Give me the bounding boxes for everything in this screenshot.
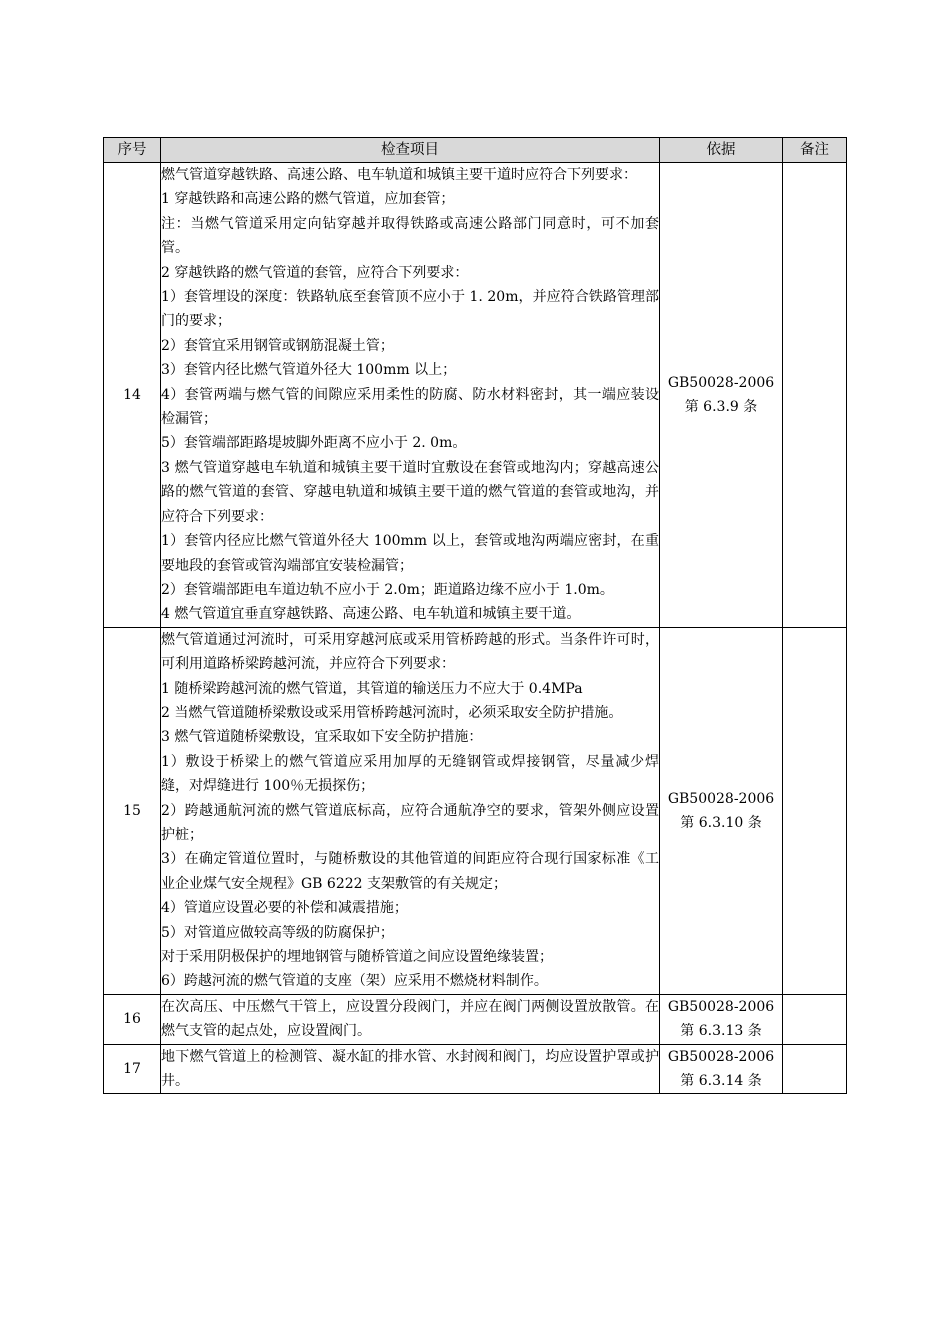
item-line: 4）管道应设置必要的补偿和减震措施； <box>161 900 408 917</box>
basis-cell <box>660 627 783 994</box>
remark-cell <box>783 163 847 628</box>
row-number: 15 <box>104 627 161 994</box>
item-line: 1）敷设于桥梁上的燃气管道应采用加厚的无缝钢管或焊接钢管，尽量减少焊缝，对焊缝进行 100％无损探伤； <box>161 753 659 795</box>
item-line: 1）套管内径应比燃气管道外径大 100mm 以上，套管或地沟两端应密封，在重要地段的套管或管沟端部宜安装检漏管； <box>161 533 659 574</box>
table-row <box>104 994 847 1044</box>
item-line: 2）跨越通航河流的燃气管道底标高，应符合通航净空的要求，管架外侧应设置护桩； <box>161 802 659 843</box>
item-line: 5）套管端部距路堤坡脚外距离不应小于 2. 0m。 <box>161 435 467 452</box>
basis-code: GB50028-2006 <box>667 790 775 807</box>
header-item: 检查项目 <box>161 138 660 163</box>
table-row <box>104 1044 847 1094</box>
item-line: 4）套管两端与燃气管的间隙应采用柔性的防腐、防水材料密封，其一端应装设检漏管； <box>161 386 659 428</box>
table-row <box>104 627 847 994</box>
basis-cell <box>660 1044 783 1094</box>
item-line: 2 穿越铁路的燃气管道的套管，应符合下列要求： <box>161 264 469 281</box>
inspection-item <box>161 1044 660 1094</box>
remark-cell <box>783 627 847 994</box>
basis-clause: 第 6.3.13 条 <box>680 1023 762 1040</box>
item-line: 1 穿越铁路和高速公路的燃气管道，应加套管； <box>161 191 455 208</box>
item-line: 燃气管道通过河流时，可采用穿越河底或采用管桥跨越的形式。当条件许可时，可利用道路桥梁跨越河流，并应符合下列要求： <box>161 631 659 673</box>
table-body <box>104 163 847 1094</box>
inspection-item <box>161 994 660 1044</box>
item-line: 对于采用阴极保护的埋地钢管与随桥管道之间应设置绝缘装置； <box>161 949 553 965</box>
basis-cell <box>660 994 783 1044</box>
item-line: 注：当燃气管道采用定向钻穿越并取得铁路或高速公路部门同意时，可不加套管。 <box>161 215 659 257</box>
item-line: 3）在确定管道位置时，与随桥敷设的其他管道的间距应符合现行国家标准《工业企业煤气安全规程》GB 6222 支架敷管的有关规定； <box>161 851 659 892</box>
basis-clause: 第 6.3.14 条 <box>680 1073 762 1090</box>
item-line: 2）套管端部距电车道边轨不应小于 2.0m；距道路边缘不应小于 1.0m。 <box>161 581 614 598</box>
item-line: 5）对管道应做较高等级的防腐保护； <box>161 924 394 941</box>
item-line: 1）套管埋设的深度：铁路轨底至套管顶不应小于 1. 20m，并应符合铁路管理部门的要求； <box>161 289 659 330</box>
header-basis: 依据 <box>660 138 783 163</box>
item-line: 1 随桥梁跨越河流的燃气管道，其管道的输送压力不应大于 0.4MPa <box>161 680 583 697</box>
row-number: 17 <box>104 1044 161 1094</box>
item-line: 3 燃气管道穿越电车轨道和城镇主要干道时宜敷设在套管或地沟内；穿越高速公路的燃气管道的套管、穿越电轨道和城镇主要干道的燃气管道的套管或地沟，并应符合下列要求： <box>161 459 659 525</box>
inspection-item <box>161 163 660 628</box>
item-line: 2 当燃气管道随桥梁敷设或采用管桥跨越河流时，必须采取安全防护措施。 <box>161 704 623 721</box>
item-line: 3）套管内径比燃气管道外径大 100mm 以上； <box>161 362 457 379</box>
basis-cell <box>660 163 783 628</box>
remark-cell <box>783 1044 847 1094</box>
header-remark: 备注 <box>783 138 847 163</box>
row-number: 14 <box>104 163 161 628</box>
item-line: 燃气管道穿越铁路、高速公路、电车轨道和城镇主要干道时应符合下列要求： <box>161 167 637 183</box>
table-row <box>104 163 847 628</box>
basis-code: GB50028-2006 <box>667 1049 775 1066</box>
basis-clause: 第 6.3.9 条 <box>684 398 758 415</box>
header-no: 序号 <box>104 138 161 163</box>
item-line: 3 燃气管道随桥梁敷设，宜采取如下安全防护措施： <box>161 729 483 746</box>
basis-clause: 第 6.3.10 条 <box>680 814 762 831</box>
item-line: 2）套管宜采用钢管或钢筋混凝土管； <box>161 337 394 354</box>
basis-code: GB50028-2006 <box>667 999 775 1016</box>
header-row <box>104 138 847 163</box>
basis-code: GB50028-2006 <box>667 374 775 391</box>
item-line: 6）跨越河流的燃气管道的支座（架）应采用不燃烧材料制作。 <box>161 973 548 990</box>
item-line: 在次高压、中压燃气干管上，应设置分段阀门，并应在阀门两侧设置放散管。在燃气支管的起点处，应设置阀门。 <box>161 998 659 1040</box>
item-line: 地下燃气管道上的检测管、凝水缸的排水管、水封阀和阀门，均应设置护罩或护井。 <box>161 1048 659 1090</box>
row-number: 16 <box>104 994 161 1044</box>
item-line: 4 燃气管道宜垂直穿越铁路、高速公路、电车轨道和城镇主要干道。 <box>161 606 581 623</box>
inspection-table <box>103 137 847 1094</box>
remark-cell <box>783 994 847 1044</box>
inspection-item <box>161 627 660 994</box>
